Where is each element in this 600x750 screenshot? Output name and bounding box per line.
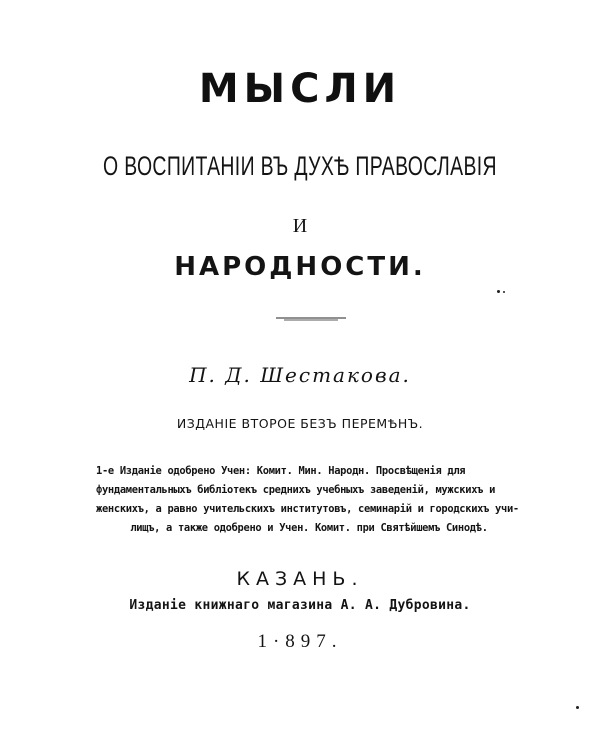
print-speck xyxy=(503,291,505,293)
book-title: МЫСЛИ xyxy=(198,66,402,112)
book-title-continued: НАРОДНОСТИ. xyxy=(174,252,426,282)
approval-line: женскихъ, а равно учительскихъ институтовъ, семинарій и городскихъ учи- xyxy=(96,503,519,515)
approval-line: лищъ, а также одобрено и Учен. Комит. при Святѣйшемъ Синодѣ. xyxy=(130,522,488,534)
author-name: П. Д. Шестакова. xyxy=(189,363,411,387)
conjunction: И xyxy=(292,215,308,237)
print-speck xyxy=(576,706,579,709)
approval-paragraph xyxy=(96,462,522,538)
print-speck xyxy=(497,290,500,293)
publication-city: КАЗАНЬ. xyxy=(236,568,364,590)
book-subtitle: О ВОСПИТАНІИ ВЪ ДУХѢ ПРАВОСЛАВІЯ xyxy=(103,151,497,181)
publisher-line: Изданіе книжнаго магазина А. А. Дубровина. xyxy=(129,598,471,613)
approval-line: 1-е Изданіе одобрено Учен: Комит. Мин. Народн. Просвѣщенія для xyxy=(96,465,466,477)
publication-year: 1·897. xyxy=(257,631,343,652)
approval-line: фундаментальныхъ библіотекъ среднихъ учебныхъ заведеній, мужскихъ и xyxy=(96,484,496,496)
ornamental-divider xyxy=(276,317,346,321)
edition-note: ИЗДАНІЕ ВТОРОЕ БЕЗЪ ПЕРЕМѢНЪ. xyxy=(176,416,424,431)
